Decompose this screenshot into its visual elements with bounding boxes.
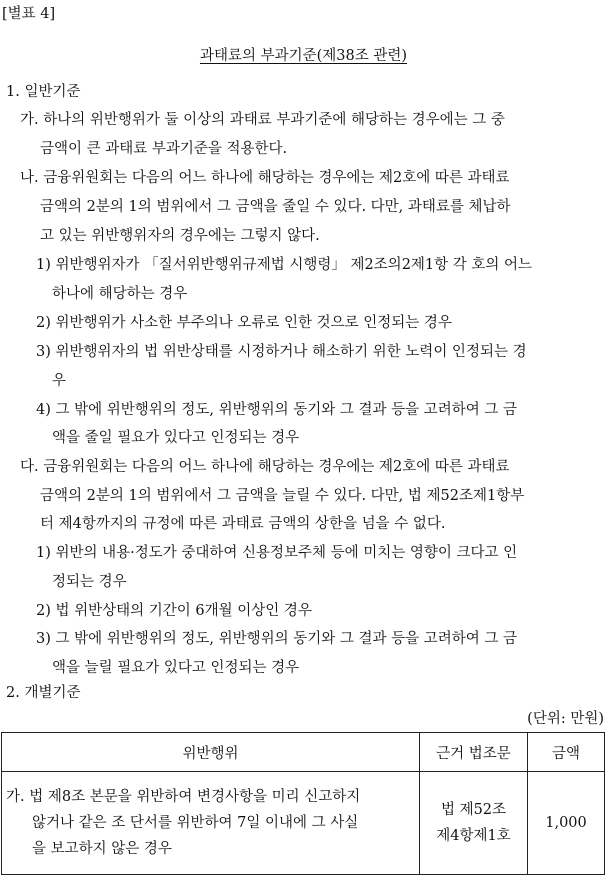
clause-da-item-1-line-1: 1) 위반의 내용·정도가 중대하여 신용정보주체 등에 미치는 영향이 크다고 인	[36, 545, 518, 561]
header-violation: 위반행위	[2, 733, 420, 772]
clause-na-item-1-line-2: 하나에 해당하는 경우	[52, 286, 188, 302]
cell-violation	[2, 772, 420, 875]
cell-legal-basis	[420, 772, 528, 875]
clause-ga-line-1: 가. 하나의 위반행위가 둘 이상의 과태료 부과기준에 해당하는 경우에는 그 중	[20, 112, 505, 128]
clause-na-item-4-line-1: 4) 그 밖에 위반행위의 정도, 위반행위의 동기와 그 결과 등을 고려하여 그 금	[36, 402, 518, 418]
violation-text	[2, 784, 419, 862]
clause-na-item-1-line-1: 1) 위반행위자가 「질서위반행위규제법 시행령」 제2조의2제1항 각 호의 어느	[36, 257, 533, 273]
clause-na-item-2-line-1: 2) 위반행위가 사소한 부주의나 오류로 인한 것으로 인정되는 경우	[36, 315, 452, 331]
clause-da-line-3: 터 제4항까지의 규정에 따른 과태료 금액의 상한을 넘을 수 없다.	[40, 516, 446, 532]
clause-da-item-1-line-2: 정되는 경우	[52, 574, 127, 590]
clause-da-line-2: 금액의 2분의 1의 범위에서 그 금액을 늘릴 수 있다. 다만, 법 제52조제1항부	[40, 488, 525, 504]
section-heading-individual: 2. 개별기준	[6, 685, 81, 701]
clause-na-line-1: 나. 금융위원회는 다음의 어느 하나에 해당하는 경우에는 제2호에 따른 과태료	[20, 170, 510, 186]
clause-na-item-4-line-2: 액을 줄일 필요가 있다고 인정되는 경우	[52, 430, 300, 446]
section-heading-general: 1. 일반기준	[6, 84, 81, 100]
clause-na-line-2: 금액의 2분의 1의 범위에서 그 금액을 줄일 수 있다. 다만, 과태료를 체납하	[40, 199, 511, 215]
legal-basis-line-1: 법 제52조	[440, 802, 507, 818]
violation-line-2: 않거나 같은 조 단서를 위반하여 7일 이내에 그 사실	[32, 815, 359, 831]
clause-na-line-3: 고 있는 위반행위자의 경우에는 그렇지 않다.	[40, 228, 320, 244]
clause-da-item-2-line-1: 2) 법 위반상태의 기간이 6개월 이상인 경우	[36, 603, 312, 619]
annex-label: [별표 4]	[2, 6, 56, 22]
table-row	[2, 772, 605, 875]
legal-basis-line-2: 제4항제1호	[436, 828, 511, 844]
violation-line-3: 을 보고하지 않은 경우	[32, 841, 172, 857]
fine-table	[1, 732, 605, 875]
clause-na-item-3-line-1: 3) 위반행위자의 법 위반상태를 시정하거나 해소하기 위한 노력이 인정되는 경	[36, 344, 527, 360]
document-title-text: 과태료의 부과기준(제38조 관련)	[199, 48, 408, 64]
legal-basis-text	[420, 797, 527, 849]
unit-label: (단위: 만원)	[527, 711, 604, 727]
clause-da-item-3-line-1: 3) 그 밖에 위반행위의 정도, 위반행위의 동기와 그 결과 등을 고려하여 그 금	[36, 631, 518, 647]
violation-line-1: 가. 법 제8조 본문을 위반하여 변경사항을 미리 신고하지	[6, 789, 361, 805]
amount-value: 1,000	[545, 815, 587, 831]
header-amount: 금액	[528, 733, 605, 772]
clause-da-item-3-line-2: 액을 늘릴 필요가 있다고 인정되는 경우	[52, 660, 300, 676]
clause-ga-line-2: 금액이 큰 과태료 부과기준을 적용한다.	[40, 141, 288, 157]
header-legal-basis: 근거 법조문	[420, 733, 528, 772]
table-header-row	[2, 733, 605, 772]
clause-na-item-3-line-2: 우	[52, 373, 67, 389]
cell-amount	[528, 772, 605, 875]
document-title	[0, 44, 607, 65]
clause-da-line-1: 다. 금융위원회는 다음의 어느 하나에 해당하는 경우에는 제2호에 따른 과태료	[20, 459, 510, 475]
